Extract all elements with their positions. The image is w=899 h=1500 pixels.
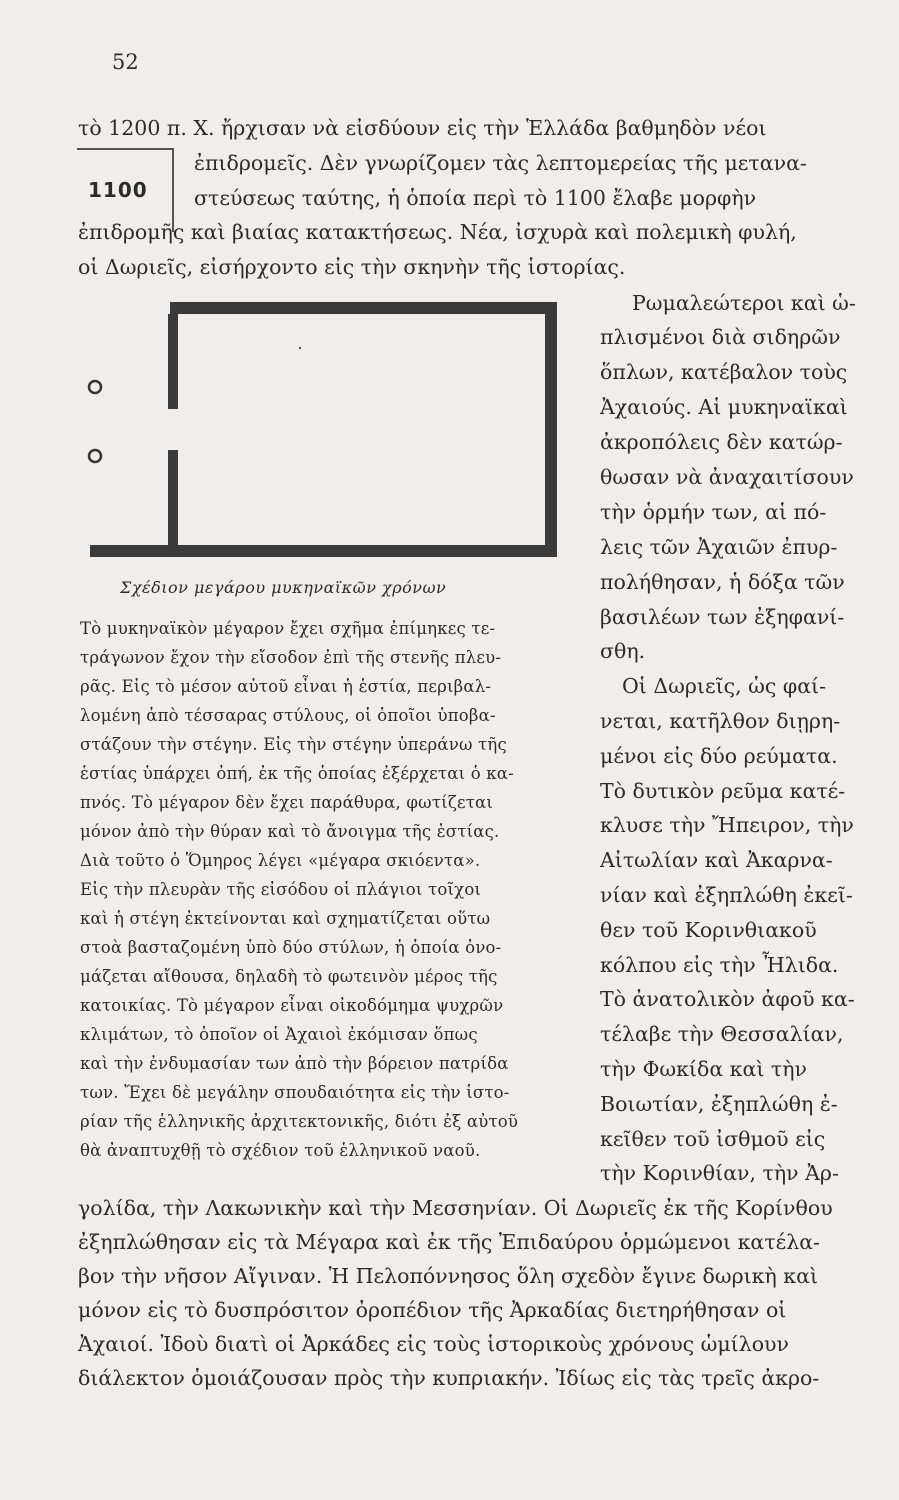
text-line: Ἀχαιοί. Ἰδοὺ διατὶ οἱ Ἀρκάδες εἰς τοὺς ἱστορικοὺς χρόνους ὡμίλουν: [78, 1332, 789, 1356]
text-line: Ρωμαλεώτεροι καὶ ὡ-: [632, 291, 856, 315]
text-line: λομένη ἀπὸ τέσσαρας στύλους, οἱ ὁποῖοι ὑποβα-: [80, 706, 496, 725]
text-line: κατοικίας. Τὸ μέγαρον εἶναι οἰκοδόμημα ψυχρῶν: [80, 996, 504, 1015]
text-line: νίαν καὶ ἐξηπλώθη ἐκεῖ-: [600, 883, 853, 907]
text-line: διάλεκτον ὁμοιάζουσαν πρὸς τὴν κυπριακήν. Ἰδίως εἰς τὰς τρεῖς ἀκρο-: [78, 1366, 820, 1390]
figure-caption: Σχέδιον μεγάρου μυκηναϊκῶν χρόνων: [120, 578, 447, 597]
text-line: τὴν Κορινθίαν, τὴν Ἀρ-: [600, 1161, 839, 1185]
text-line: στάζουν τὴν στέγην. Εἰς τὴν στέγην ὑπεράνω τῆς: [80, 735, 507, 754]
text-line: ρίαν τῆς ἑλληνικῆς ἀρχιτεκτονικῆς, διότι ἐξ αὐτοῦ: [80, 1112, 519, 1131]
text-line: ὅπλων, κατέβαλον τοὺς: [600, 360, 848, 384]
text-line: σθη.: [600, 639, 646, 663]
text-line: τὸ 1200 π. Χ. ἤρχισαν νὰ εἰσδύουν εἰς τὴν Ἑλλάδα βαθμηδὸν νέοι: [78, 116, 767, 140]
text-line: Βοιωτίαν, ἐξηπλώθη ἐ-: [600, 1092, 838, 1116]
column-symbol: [89, 381, 101, 393]
text-line: ρᾶς. Εἰς τὸ μέσον αὐτοῦ εἶναι ἡ ἑστία, περιβαλ-: [80, 677, 492, 696]
plan-wall-inner-top: [168, 314, 178, 409]
text-line: πλισμένοι διὰ σιδηρῶν: [600, 325, 841, 349]
text-line: θὰ ἀναπτυχθῇ τὸ σχέδιον τοῦ ἑλληνικοῦ ναοῦ.: [80, 1141, 481, 1160]
text-line: νεται, κατῆλθον διῃρη-: [600, 709, 841, 733]
text-line: στεύσεως ταύτης, ἡ ὁποία περὶ τὸ 1100 ἔλαβε μορφὴν: [194, 186, 757, 210]
text-line: μόνον ἀπὸ τὴν θύραν καὶ τὸ ἄνοιγμα τῆς ἑστίας.: [80, 822, 500, 841]
text-line: μένοι εἰς δύο ρεύματα.: [600, 744, 838, 768]
text-line: τράγωνον ἔχον τὴν εἴσοδον ἐπὶ τῆς στενῆς πλευ-: [80, 648, 502, 667]
text-line: Εἰς τὴν πλευρὰν τῆς εἰσόδου οἱ πλάγιοι τοῖχοι: [80, 880, 482, 899]
text-line: θεν τοῦ Κορινθιακοῦ: [600, 918, 817, 942]
text-line: λεις τῶν Ἀχαιῶν ἐπυρ-: [600, 535, 838, 559]
text-line: τὴν Φωκίδα καὶ τὴν: [600, 1057, 807, 1081]
text-line: οἱ Δωριεῖς, εἰσήρχοντο εἰς τὴν σκηνὴν τῆς ἱστορίας.: [78, 255, 626, 279]
text-line: θωσαν νὰ ἀναχαιτίσουν: [600, 465, 854, 489]
megaron-plan-figure: [75, 290, 565, 565]
text-line: μάζεται αἴθουσα, δηλαδὴ τὸ φωτεινὸν μέρος τῆς: [80, 967, 498, 986]
text-line: ἀκροπόλεις δὲν κατώρ-: [600, 430, 843, 454]
text-line: Διὰ τοῦτο ὁ Ὅμηρος λέγει «μέγαρα σκιόεντα».: [80, 851, 481, 870]
plan-wall-inner-bottom: [168, 450, 178, 545]
text-line: βασιλέων των ἐξηφανί-: [600, 605, 845, 629]
text-line: Αἰτωλίαν καὶ Ἀκαρνα-: [600, 848, 833, 872]
text-line: καὶ τὴν ἐνδυμασίαν των ἀπὸ τὴν βόρειον πατρίδα: [80, 1054, 509, 1073]
text-line: των. Ἔχει δὲ μεγάλην σπουδαιότητα εἰς τὴν ἱστο-: [80, 1083, 510, 1102]
text-line: κόλπου εἰς τὴν Ἦλιδα.: [600, 953, 839, 977]
text-line: Τὸ δυτικὸν ρεῦμα κατέ-: [600, 779, 846, 803]
text-line: ἐπιδρομεῖς. Δὲν γνωρίζομεν τὰς λεπτομερείας τῆς μετανα-: [194, 151, 807, 175]
text-line: Τὸ ἀνατολικὸν ἀφοῦ κα-: [600, 987, 855, 1011]
text-line: στοὰ βασταζομένη ὑπὸ δύο στύλων, ἡ ὁποία ὀνο-: [80, 938, 502, 957]
text-line: κλιμάτων, τὸ ὁποῖον οἱ Ἀχαιοὶ ἐκόμισαν ὅπως: [80, 1025, 478, 1044]
text-line: Οἱ Δωριεῖς, ὡς φαί-: [622, 674, 827, 698]
text-line: πολήθησαν, ἡ δόξα τῶν: [600, 570, 845, 594]
plan-wall-top: [170, 302, 555, 314]
text-line: καὶ ἡ στέγη ἐκτείνονται καὶ σχηματίζεται οὕτω: [80, 909, 491, 928]
plan-wall-right: [545, 302, 557, 557]
text-line: πνός. Τὸ μέγαρον δὲν ἔχει παράθυρα, φωτίζεται: [80, 793, 494, 812]
text-line: Τὸ μυκηναϊκὸν μέγαρον ἔχει σχῆμα ἐπίμηκες τε-: [80, 619, 496, 638]
margin-note: 1100: [88, 178, 148, 202]
text-line: κεῖθεν τοῦ ἰσθμοῦ εἰς: [600, 1127, 826, 1151]
text-line: ἐξηπλώθησαν εἰς τὰ Μέγαρα καὶ ἐκ τῆς Ἐπιδαύρου ὁρμώμενοι κατέλα-: [78, 1230, 820, 1254]
text-line: κλυσε τὴν Ἤπειρον, τὴν: [600, 813, 854, 837]
hearth-mark: [299, 347, 301, 349]
text-line: τέλαβε τὴν Θεσσαλίαν,: [600, 1022, 844, 1046]
page-number: 52: [112, 50, 139, 74]
text-line: γολίδα, τὴν Λακωνικὴν καὶ τὴν Μεσσηνίαν. Οἱ Δωριεῖς ἐκ τῆς Κορίνθου: [78, 1196, 833, 1220]
column-symbol: [89, 450, 101, 462]
text-line: τὴν ὁρμήν των, αἱ πό-: [600, 500, 827, 524]
text-line: ἑστίας ὑπάρχει ὀπή, ἐκ τῆς ὁποίας ἐξέρχεται ὁ κα-: [80, 764, 514, 783]
text-line: ἐπιδρομῆς καὶ βιαίας κατακτήσεως. Νέα, ἰσχυρὰ καὶ πολεμικὴ φυλή,: [78, 220, 797, 244]
plan-wall-bottom: [90, 545, 557, 557]
text-line: Ἀχαιούς. Αἱ μυκηναϊκαὶ: [600, 395, 848, 419]
text-line: μόνον εἰς τὸ δυσπρόσιτον ὀροπέδιον τῆς Ἀρκαδίας διετηρήθησαν οἱ: [78, 1298, 787, 1322]
text-line: βον τὴν νῆσον Αἴγιναν. Ἡ Πελοπόννησος ὅλη σχεδὸν ἔγινε δωρικὴ καὶ: [78, 1264, 818, 1288]
